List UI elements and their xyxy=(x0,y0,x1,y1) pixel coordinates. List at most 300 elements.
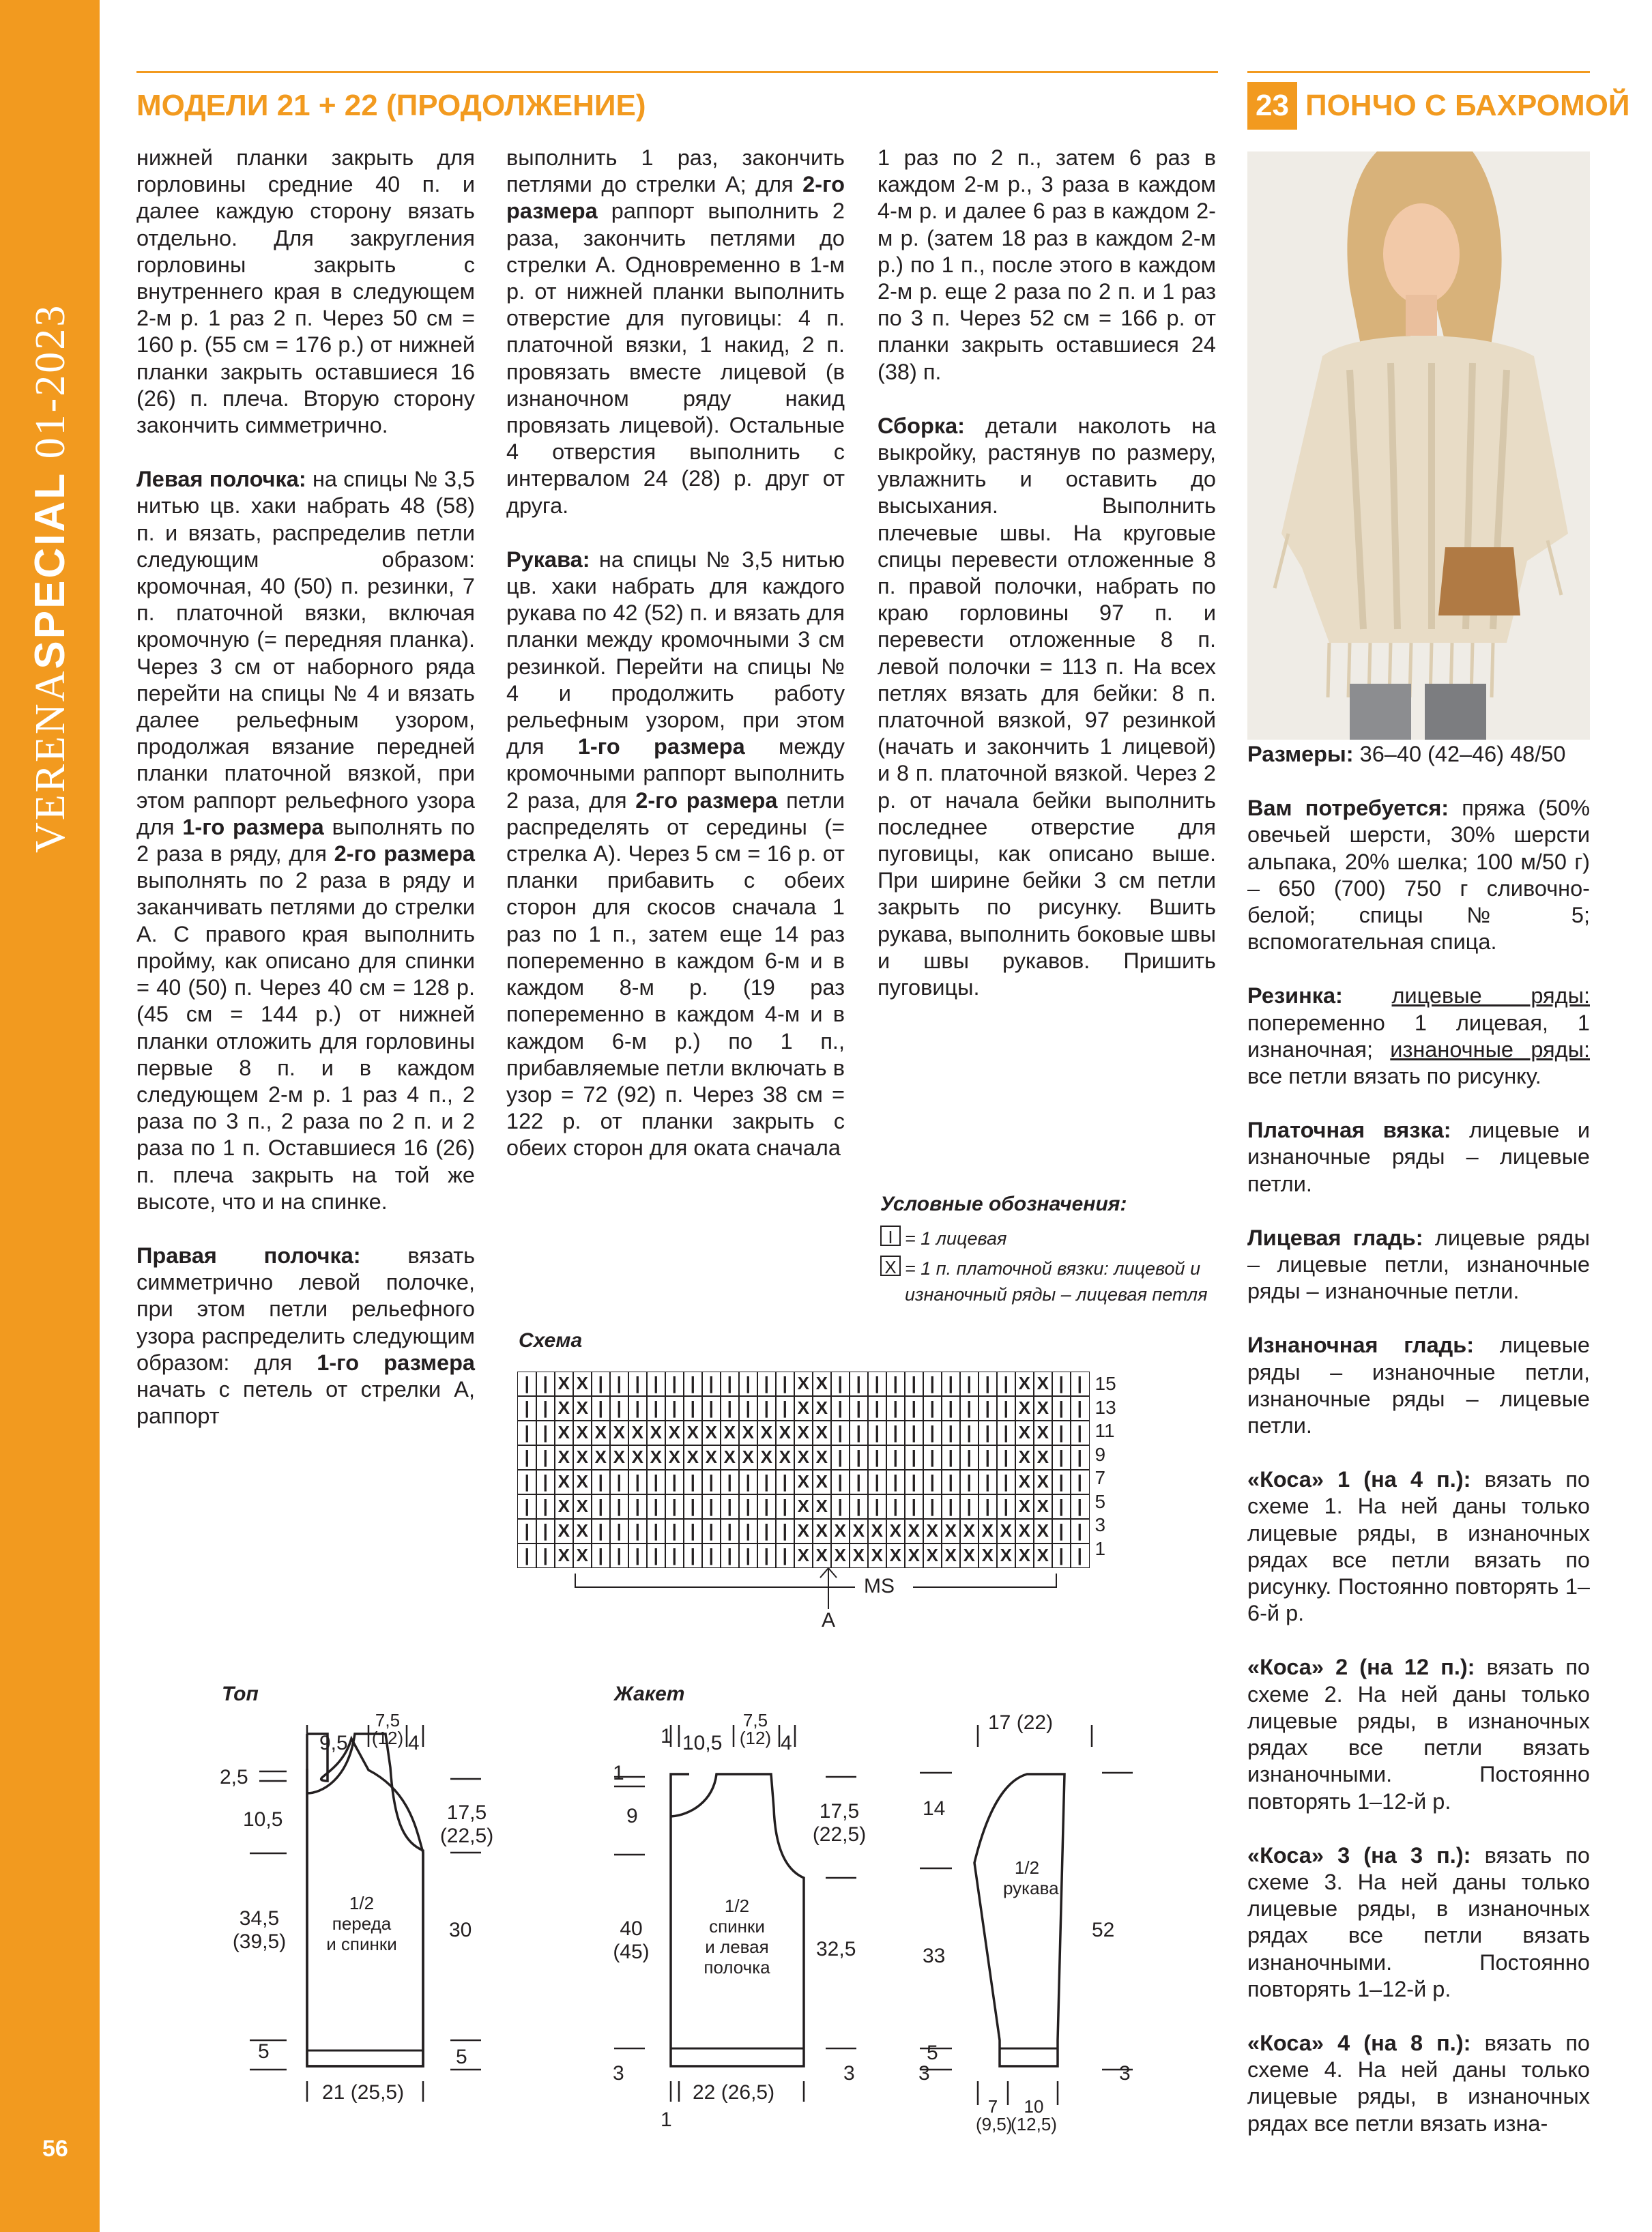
knit-stitch-cell: | xyxy=(996,1470,1016,1494)
garter-stitch-cell: X xyxy=(1033,1494,1053,1519)
garter-stitch-cell: X xyxy=(904,1519,924,1543)
knit-stitch-cell: | xyxy=(886,1494,905,1519)
knit-stitch-cell: | xyxy=(701,1494,721,1519)
knit-stitch-cell: | xyxy=(1052,1445,1071,1470)
top-h5: 30 xyxy=(449,1919,472,1941)
top-bottom: 21 (25,5) xyxy=(322,2081,405,2104)
garter-stitch-cell: X xyxy=(683,1445,703,1470)
knit-stitch-cell: | xyxy=(849,1445,869,1470)
garter-stitch-cell: X xyxy=(775,1445,795,1470)
paragraph-cable-4: «Коса» 4 (на 8 п.): вязать по схеме 4. На ней даны только лицевые ряды, в изнаночных рядах все петли вязать изна- xyxy=(1247,2030,1591,2136)
jacket-h3: 17,5 (22,5) xyxy=(812,1800,867,1846)
knit-stitch-cell: | xyxy=(591,1396,611,1421)
garter-stitch-cell: X xyxy=(591,1445,611,1470)
garter-stitch-cell: X xyxy=(794,1396,813,1421)
paragraph-materials: Вам потребуется: пряжа (50% овечьей шерсти, 30% шерсти альпака, 20% шелка; 100 м/50 г) – 650 (700) 750 г сливочно-белой; спицы № 5; вспомогательная спица. xyxy=(1247,796,1590,955)
garter-stitch-cell: X xyxy=(757,1445,777,1470)
jacket-w1: 10,5 xyxy=(682,1732,723,1754)
knit-stitch-cell: | xyxy=(591,1494,611,1519)
knit-stitch-cell: | xyxy=(720,1470,740,1494)
knit-stitch-cell: | xyxy=(1070,1543,1090,1568)
row-number-label: 13 xyxy=(1095,1396,1116,1418)
paragraph-right-front: Правая полочка: вязать симметрично левой полочке, при этом петли рельефного узора распределить следующим образом: для 1-го размера начать с петель от стрелки А, раппорт xyxy=(136,1243,476,1429)
knit-stitch-cell: | xyxy=(536,1543,555,1568)
garter-stitch-cell: X xyxy=(978,1543,998,1568)
legend-symbol-knit: I xyxy=(880,1226,901,1246)
knit-stitch-cell: | xyxy=(701,1372,721,1396)
garter-stitch-cell: X xyxy=(1033,1421,1053,1445)
knit-stitch-cell: | xyxy=(757,1519,777,1543)
knit-stitch-cell: | xyxy=(867,1372,887,1396)
knit-stitch-cell: | xyxy=(646,1494,666,1519)
garter-stitch-cell: X xyxy=(609,1421,629,1445)
jacket-b1: 3 xyxy=(613,2062,624,2085)
knit-stitch-cell: | xyxy=(701,1519,721,1543)
knit-stitch-cell: | xyxy=(517,1494,537,1519)
jacket-h2: 9 xyxy=(626,1805,638,1827)
garter-stitch-cell: X xyxy=(812,1421,832,1445)
garter-stitch-cell: X xyxy=(812,1396,832,1421)
top-h3: 17,5 (22,5) xyxy=(439,1801,494,1847)
garter-stitch-cell: X xyxy=(1015,1445,1034,1470)
sleeve-h2: 52 xyxy=(1092,1919,1115,1941)
knit-stitch-cell: | xyxy=(628,1470,648,1494)
knit-stitch-cell: | xyxy=(536,1372,555,1396)
knit-stitch-cell: | xyxy=(517,1543,537,1568)
knit-stitch-cell: | xyxy=(886,1470,905,1494)
jacket-w2: 7,5 (12) xyxy=(739,1710,772,1748)
knit-stitch-cell: | xyxy=(757,1396,777,1421)
garter-stitch-cell: X xyxy=(812,1543,832,1568)
garter-stitch-cell: X xyxy=(886,1543,905,1568)
garter-stitch-cell: X xyxy=(1033,1445,1053,1470)
knit-stitch-cell: | xyxy=(646,1519,666,1543)
knit-stitch-cell: | xyxy=(536,1445,555,1470)
knit-stitch-cell: | xyxy=(628,1494,648,1519)
knit-stitch-cell: | xyxy=(1070,1519,1090,1543)
garter-stitch-cell: X xyxy=(867,1519,887,1543)
top-w1: 9,5 xyxy=(319,1732,348,1754)
knit-stitch-cell: | xyxy=(591,1519,611,1543)
knit-stitch-cell: | xyxy=(517,1445,537,1470)
garter-stitch-cell: X xyxy=(867,1543,887,1568)
knit-stitch-cell: | xyxy=(1052,1421,1071,1445)
knit-stitch-cell: | xyxy=(830,1396,850,1421)
knit-stitch-cell: | xyxy=(1070,1494,1090,1519)
garter-stitch-cell: X xyxy=(1033,1396,1053,1421)
knit-stitch-cell: | xyxy=(646,1543,666,1568)
garter-stitch-cell: X xyxy=(554,1494,574,1519)
knit-stitch-cell: | xyxy=(720,1396,740,1421)
sleeve-h3: 33 xyxy=(923,1945,946,1967)
knit-stitch-cell: | xyxy=(720,1543,740,1568)
garter-stitch-cell: X xyxy=(830,1519,850,1543)
knit-stitch-cell: | xyxy=(1070,1396,1090,1421)
knit-stitch-cell: | xyxy=(1070,1421,1090,1445)
sleeve-b1: 5 xyxy=(927,2042,938,2064)
knit-stitch-cell: | xyxy=(941,1445,961,1470)
knit-stitch-cell: | xyxy=(517,1372,537,1396)
garter-stitch-cell: X xyxy=(794,1445,813,1470)
knit-stitch-cell: | xyxy=(941,1421,961,1445)
jacket-h5: 32,5 xyxy=(816,1938,856,1960)
knit-stitch-cell: | xyxy=(978,1470,998,1494)
top-w2: 7,5 (12) xyxy=(371,1710,404,1748)
sleeve-piece-label: 1/2 рукава xyxy=(1003,1857,1059,1898)
paragraph-cable-1: «Коса» 1 (на 4 п.): вязать по схеме 1. На ней даны только лицевые ряды, в изнаночных рядах все петли вязать по рисунку. Постоянно повторять 1–6-й р. xyxy=(1247,1467,1591,1626)
garter-stitch-cell: X xyxy=(959,1543,979,1568)
knit-stitch-cell: | xyxy=(904,1396,924,1421)
garter-stitch-cell: X xyxy=(1033,1372,1053,1396)
garter-stitch-cell: X xyxy=(794,1543,813,1568)
garter-stitch-cell: X xyxy=(996,1519,1016,1543)
knit-stitch-cell: | xyxy=(536,1421,555,1445)
garter-stitch-cell: X xyxy=(904,1543,924,1568)
knit-stitch-cell: | xyxy=(738,1519,758,1543)
garter-stitch-cell: X xyxy=(923,1543,942,1568)
garter-stitch-cell: X xyxy=(665,1421,684,1445)
top-diagram-title: Топ xyxy=(222,1683,259,1705)
knit-stitch-cell: | xyxy=(683,1519,703,1543)
knit-stitch-cell: | xyxy=(830,1421,850,1445)
garter-stitch-cell: X xyxy=(1015,1543,1034,1568)
knit-stitch-cell: | xyxy=(923,1470,942,1494)
paragraph-sleeves: Рукава: на спицы № 3,5 нитью цв. хаки набрать для каждого рукава по 42 (52) п. и вязать для планки между кромочными 3 см резинкой. Перейти на спицы № 4 и продолжить работу рельефным узором, при этом для 1-го размера между кромочными раппорт выполнить 2 раза, для 2-го размера петли распределять от середины (= стрелка А). Через 5 см = 16 р. от планки прибавить с обеих сторон для скосов сначала 1 раз по 1 п., затем еще 14 раз попеременно в каждом 6-м и в каждом 8-м р. (19 раз попеременно в каждом 4-м и в каждом 6-м р.) по 1 п., прибавляемые петли включать в узор = 72 (92) п. Через 38 см = 122 р. от планки закрыть с обеих сторон для оката сначала xyxy=(506,547,845,1161)
knit-stitch-cell: | xyxy=(738,1470,758,1494)
jacket-piece-label: 1/2 спинки и левая полочка xyxy=(704,1896,770,1977)
knit-stitch-cell: | xyxy=(867,1470,887,1494)
knit-stitch-cell: | xyxy=(591,1470,611,1494)
knit-stitch-cell: | xyxy=(646,1396,666,1421)
knit-stitch-cell: | xyxy=(628,1519,648,1543)
knit-stitch-cell: | xyxy=(1070,1372,1090,1396)
legend-text-knit: = 1 лицевая xyxy=(905,1228,1007,1249)
knit-stitch-cell: | xyxy=(867,1494,887,1519)
knit-stitch-cell: | xyxy=(849,1421,869,1445)
garter-stitch-cell: X xyxy=(573,1372,592,1396)
knit-stitch-cell: | xyxy=(628,1543,648,1568)
row-number-label: 3 xyxy=(1095,1514,1106,1535)
garter-stitch-cell: X xyxy=(812,1372,832,1396)
knit-stitch-cell: | xyxy=(849,1470,869,1494)
garter-stitch-cell: X xyxy=(646,1445,666,1470)
garter-stitch-cell: X xyxy=(554,1445,574,1470)
knit-stitch-cell: | xyxy=(941,1494,961,1519)
knit-stitch-cell: | xyxy=(1052,1396,1071,1421)
garter-stitch-cell: X xyxy=(941,1543,961,1568)
knit-stitch-cell: | xyxy=(923,1445,942,1470)
knit-stitch-cell: | xyxy=(886,1396,905,1421)
garter-stitch-cell: X xyxy=(738,1421,758,1445)
paragraph-garter: Платочная вязка: лицевые и изнаночные ряды – лицевые петли. xyxy=(1247,1118,1591,1196)
garter-stitch-cell: X xyxy=(701,1445,721,1470)
garter-stitch-cell: X xyxy=(554,1470,574,1494)
garter-stitch-cell: X xyxy=(554,1396,574,1421)
garter-stitch-cell: X xyxy=(923,1519,942,1543)
knit-stitch-cell: | xyxy=(683,1470,703,1494)
top-w3: 4 xyxy=(408,1732,420,1754)
knit-stitch-cell: | xyxy=(775,1519,795,1543)
garter-stitch-cell: X xyxy=(646,1421,666,1445)
garter-stitch-cell: X xyxy=(794,1470,813,1494)
knit-stitch-cell: | xyxy=(665,1519,684,1543)
knit-stitch-cell: | xyxy=(720,1519,740,1543)
garter-stitch-cell: X xyxy=(830,1543,850,1568)
model-number-badge: 23 xyxy=(1247,82,1297,130)
knit-stitch-cell: | xyxy=(609,1372,629,1396)
garter-stitch-cell: X xyxy=(554,1372,574,1396)
heading-left-front: Левая полочка: xyxy=(136,467,306,492)
knit-stitch-cell: | xyxy=(665,1372,684,1396)
top-b2: 5 xyxy=(456,2046,467,2068)
knit-stitch-cell: | xyxy=(978,1396,998,1421)
sleeve-b3: 3 xyxy=(1119,2062,1131,2085)
poncho-model-illustration xyxy=(1247,151,1590,740)
knit-stitch-cell: | xyxy=(996,1372,1016,1396)
knit-stitch-cell: | xyxy=(904,1421,924,1445)
knit-stitch-cell: | xyxy=(738,1372,758,1396)
heading-assembly: Сборка: xyxy=(878,413,965,438)
paragraph-rib: Резинка: лицевые ряды: попеременно 1 лицевая, 1 изнаночная; изнаночные ряды: все петли вязать по рисунку. xyxy=(1247,983,1590,1089)
knit-stitch-cell: | xyxy=(775,1396,795,1421)
knit-stitch-cell: | xyxy=(517,1421,537,1445)
garter-stitch-cell: X xyxy=(573,1421,592,1445)
knit-stitch-cell: | xyxy=(996,1421,1016,1445)
knit-stitch-cell: | xyxy=(665,1470,684,1494)
garter-stitch-cell: X xyxy=(1033,1543,1053,1568)
garter-stitch-cell: X xyxy=(959,1519,979,1543)
knit-stitch-cell: | xyxy=(959,1445,979,1470)
garter-stitch-cell: X xyxy=(886,1519,905,1543)
knit-stitch-cell: | xyxy=(738,1494,758,1519)
row-number-label: 15 xyxy=(1095,1373,1116,1394)
knit-stitch-cell: | xyxy=(849,1494,869,1519)
sleeve-h1: 14 xyxy=(923,1797,946,1820)
knit-stitch-cell: | xyxy=(536,1494,555,1519)
knit-stitch-cell: | xyxy=(867,1396,887,1421)
knit-stitch-cell: | xyxy=(683,1494,703,1519)
jacket-w0: 1 xyxy=(661,1725,672,1748)
knit-stitch-cell: | xyxy=(720,1494,740,1519)
knit-stitch-cell: | xyxy=(904,1445,924,1470)
jacket-w3: 4 xyxy=(781,1732,792,1754)
knit-stitch-cell: | xyxy=(941,1396,961,1421)
paragraph-assembly: Сборка: детали наколоть на выкройку, растянув по размеру, увлажнить и оставить до высыхания. Выполнить плечевые швы. На круговые спицы перевести отложенные 8 п. правой полочки, набрать по краю горловины 97 п. и перевести отложенные 8 п. левой полочки = 113 п. На всех петлях вязать для бейки: 8 п. платочной вязкой, 97 резинкой (начать и закончить 1 лицевой) и 8 п. платочной вязкой. Через 2 р. от начала бейки выполнить последнее отверстие для пуговицы, как описано выше. При ширине бейки 3 см петли закрыть по рисунку. Вшить рукава, выполнить боковые швы и швы рукавов. Пришить пуговицы. xyxy=(878,413,1216,1000)
knit-stitch-cell: | xyxy=(775,1470,795,1494)
knit-stitch-cell: | xyxy=(886,1372,905,1396)
garter-stitch-cell: X xyxy=(1033,1470,1053,1494)
knit-stitch-cell: | xyxy=(701,1396,721,1421)
knit-stitch-cell: | xyxy=(849,1396,869,1421)
schema-title: Схема xyxy=(519,1329,583,1352)
garter-stitch-cell: X xyxy=(554,1421,574,1445)
paragraph-sizes: Размеры: 36–40 (42–46) 48/50 xyxy=(1247,742,1566,766)
garter-stitch-cell: X xyxy=(812,1519,832,1543)
knit-stitch-cell: | xyxy=(646,1372,666,1396)
garter-stitch-cell: X xyxy=(812,1494,832,1519)
knit-stitch-cell: | xyxy=(701,1543,721,1568)
knit-stitch-cell: | xyxy=(996,1494,1016,1519)
knit-stitch-cell: | xyxy=(959,1396,979,1421)
knit-stitch-cell: | xyxy=(1052,1470,1071,1494)
knit-stitch-cell: | xyxy=(738,1543,758,1568)
knit-stitch-cell: | xyxy=(830,1372,850,1396)
row-number-label: 7 xyxy=(1095,1467,1106,1488)
garter-stitch-cell: X xyxy=(554,1543,574,1568)
knit-stitch-cell: | xyxy=(720,1372,740,1396)
garter-stitch-cell: X xyxy=(1015,1396,1034,1421)
knit-stitch-cell: | xyxy=(517,1470,537,1494)
jacket-bottom-left: 1 xyxy=(661,2108,672,2131)
garter-stitch-cell: X xyxy=(628,1421,648,1445)
top-b1: 5 xyxy=(258,2040,270,2063)
knit-stitch-cell: | xyxy=(628,1396,648,1421)
knit-stitch-cell: | xyxy=(701,1470,721,1494)
garter-stitch-cell: X xyxy=(628,1445,648,1470)
sleeve-bottom-2: 10 (12,5) xyxy=(1011,2096,1057,2134)
row-number-label: 9 xyxy=(1095,1443,1106,1465)
garter-stitch-cell: X xyxy=(738,1445,758,1470)
garter-stitch-cell: X xyxy=(591,1421,611,1445)
garter-stitch-cell: X xyxy=(996,1543,1016,1568)
paragraph-sleeve-cap: 1 раз по 2 п., затем 6 раз в каждом 2-м р., 3 раза в каждом 4-м р. и далее 6 раз в каждом 2-м р. (затем 18 раз в каждом 2-м р.) по 1 п., после этого в каждом 2-м р. еще 2 раза по 2 п. и 1 раз по 3 п. Через 52 см = 166 р. от планки закрыть оставшиеся 24 (38) п. xyxy=(878,145,1216,384)
knit-stitch-cell: | xyxy=(959,1470,979,1494)
knit-stitch-cell: | xyxy=(757,1372,777,1396)
paragraph-left-front: Левая полочка: на спицы № 3,5 нитью цв. хаки набрать 48 (58) п. и вязать, распределив петли следующим образом: кромочная, 40 (50) п. резинки, 7 п. платочной вязки, включая кромочную (= передняя планка). Через 3 см от наборного ряда перейти на спицы № 4 и вязать далее рельефным узором, продолжая вязание передней планки платочной вязкой, при этом раппорт рельефного узора для 1-го размера выполнять по 2 раза в ряду, для 2-го размера выполнять по 2 раза в ряду и заканчивать петлями до стрелки А. С правого края выполнить пройму, как описано для спинки = 40 (50) п. Через 40 см = 128 р. (45 см = 144 р.) от нижней планки отложить для горловины первые 8 п. и в каждом следующем 2-м р. 1 раз 4 п., 2 раза по 3 п., 2 раза по 2 п. и 2 раза по 1 п. Оставшиеся 16 (26) п. плеча закрыть на той же высоте, что и на спинке. xyxy=(136,467,475,1214)
garter-stitch-cell: X xyxy=(794,1494,813,1519)
knit-stitch-cell: | xyxy=(1070,1445,1090,1470)
row-number-label: 1 xyxy=(1095,1537,1106,1559)
knit-stitch-cell: | xyxy=(609,1470,629,1494)
garter-stitch-cell: X xyxy=(665,1445,684,1470)
top-piece-label: 1/2 переда и спинки xyxy=(326,1893,397,1954)
knit-stitch-cell: | xyxy=(665,1543,684,1568)
garter-stitch-cell: X xyxy=(849,1543,869,1568)
text-column-4 xyxy=(1247,741,1590,2164)
knit-stitch-cell: | xyxy=(978,1494,998,1519)
knit-stitch-cell: | xyxy=(886,1445,905,1470)
knit-stitch-cell: | xyxy=(830,1470,850,1494)
garter-stitch-cell: X xyxy=(1015,1494,1034,1519)
knit-stitch-cell: | xyxy=(1052,1519,1071,1543)
knit-stitch-cell: | xyxy=(978,1421,998,1445)
heading-sizes: Размеры: xyxy=(1247,742,1354,766)
knit-stitch-cell: | xyxy=(517,1396,537,1421)
paragraph-cable-2: «Коса» 2 (на 12 п.): вязать по схеме 2. На ней даны только лицевые ряды, в изнаночных рядах все петли вязать изнаночными. Постоянно повторять 1–12-й р. xyxy=(1247,1655,1590,1814)
knit-stitch-cell: | xyxy=(609,1396,629,1421)
legend-symbol-garter: X xyxy=(880,1256,901,1276)
jacket-h1: 1 xyxy=(613,1762,624,1784)
garter-stitch-cell: X xyxy=(1015,1470,1034,1494)
top-h2: 10,5 xyxy=(243,1808,283,1831)
paragraph-stockinette: Лицевая гладь: лицевые ряды – лицевые петли, изнаночные ряды – изнаночные петли. xyxy=(1247,1225,1590,1304)
garter-stitch-cell: X xyxy=(1015,1519,1034,1543)
garter-stitch-cell: X xyxy=(941,1519,961,1543)
issue-number: 01-2023 xyxy=(27,303,74,459)
garter-stitch-cell: X xyxy=(720,1421,740,1445)
sleeve-bottom-1: 7 (9,5) xyxy=(976,2096,1013,2134)
garter-stitch-cell: X xyxy=(1015,1421,1034,1445)
knit-stitch-cell: | xyxy=(775,1494,795,1519)
garter-stitch-cell: X xyxy=(573,1494,592,1519)
knit-stitch-cell: | xyxy=(904,1470,924,1494)
knit-stitch-cell: | xyxy=(923,1421,942,1445)
knit-stitch-cell: | xyxy=(1052,1372,1071,1396)
jacket-diagram-title: Жакет xyxy=(614,1683,685,1705)
knit-stitch-cell: | xyxy=(1052,1543,1071,1568)
arrow-a-label: A xyxy=(822,1609,836,1632)
heading-sleeves: Рукава: xyxy=(506,547,590,572)
paragraph-back-end: нижней планки закрыть для горловины средние 40 п. и далее каждую сторону вязать отдельно. Для закругления горловины закрыть с внутреннего края в следующем 2-м р. 1 раз 2 п. Через 50 см = 160 р. (55 см = 176 р.) от нижней планки закрыть оставшиеся 16 (26) п. плеча. Вторую сторону закончить симметрично. xyxy=(136,145,475,438)
knit-stitch-cell: | xyxy=(1052,1494,1071,1519)
knit-stitch-cell: | xyxy=(1070,1470,1090,1494)
knit-stitch-cell: | xyxy=(941,1470,961,1494)
legend-title: Условные обозначения: xyxy=(880,1193,1127,1215)
brand-special: SPECIAL xyxy=(27,471,74,669)
knit-stitch-cell: | xyxy=(923,1372,942,1396)
jacket-b2: 3 xyxy=(843,2062,855,2085)
knit-stitch-cell: | xyxy=(609,1519,629,1543)
garter-stitch-cell: X xyxy=(1033,1519,1053,1543)
knit-stitch-cell: | xyxy=(923,1494,942,1519)
heading-materials: Вам потребуется: xyxy=(1247,796,1449,821)
knit-stitch-cell: | xyxy=(665,1494,684,1519)
section-title-left: МОДЕЛИ 21 + 22 (ПРОДОЛЖЕНИЕ) xyxy=(136,89,646,122)
knit-stitch-cell: | xyxy=(978,1372,998,1396)
garter-stitch-cell: X xyxy=(978,1519,998,1543)
knit-stitch-cell: | xyxy=(757,1470,777,1494)
knit-stitch-cell: | xyxy=(867,1445,887,1470)
garter-stitch-cell: X xyxy=(794,1519,813,1543)
knit-stitch-cell: | xyxy=(959,1421,979,1445)
knit-stitch-cell: | xyxy=(536,1470,555,1494)
knit-stitch-cell: | xyxy=(517,1519,537,1543)
knit-stitch-cell: | xyxy=(757,1543,777,1568)
knit-stitch-cell: | xyxy=(609,1543,629,1568)
garter-stitch-cell: X xyxy=(812,1470,832,1494)
garter-stitch-cell: X xyxy=(573,1445,592,1470)
knit-stitch-cell: | xyxy=(904,1494,924,1519)
knit-stitch-cell: | xyxy=(683,1543,703,1568)
garter-stitch-cell: X xyxy=(573,1396,592,1421)
knit-stitch-cell: | xyxy=(996,1396,1016,1421)
knit-stitch-cell: | xyxy=(830,1445,850,1470)
garter-stitch-cell: X xyxy=(701,1421,721,1445)
knit-stitch-cell: | xyxy=(923,1396,942,1421)
knit-stitch-cell: | xyxy=(738,1396,758,1421)
knit-stitch-cell: | xyxy=(886,1421,905,1445)
knit-stitch-cell: | xyxy=(775,1372,795,1396)
garter-stitch-cell: X xyxy=(683,1421,703,1445)
garter-stitch-cell: X xyxy=(573,1470,592,1494)
garter-stitch-cell: X xyxy=(794,1372,813,1396)
knit-stitch-cell: | xyxy=(757,1494,777,1519)
knit-stitch-cell: | xyxy=(830,1494,850,1519)
knit-stitch-cell: | xyxy=(849,1372,869,1396)
heading-right-front: Правая полочка: xyxy=(136,1243,361,1268)
knit-stitch-cell: | xyxy=(665,1396,684,1421)
legend-text-garter: = 1 п. платочной вязки: лицевой и изнаночный ряды – лицевая петля xyxy=(905,1258,1208,1305)
knit-stitch-cell: | xyxy=(536,1519,555,1543)
knit-stitch-cell: | xyxy=(978,1445,998,1470)
garter-stitch-cell: X xyxy=(775,1421,795,1445)
knit-stitch-cell: | xyxy=(904,1372,924,1396)
knit-stitch-cell: | xyxy=(683,1396,703,1421)
garter-stitch-cell: X xyxy=(1015,1372,1034,1396)
top-h1: 2,5 xyxy=(220,1766,248,1788)
knit-stitch-cell: | xyxy=(959,1372,979,1396)
garter-stitch-cell: X xyxy=(609,1445,629,1470)
